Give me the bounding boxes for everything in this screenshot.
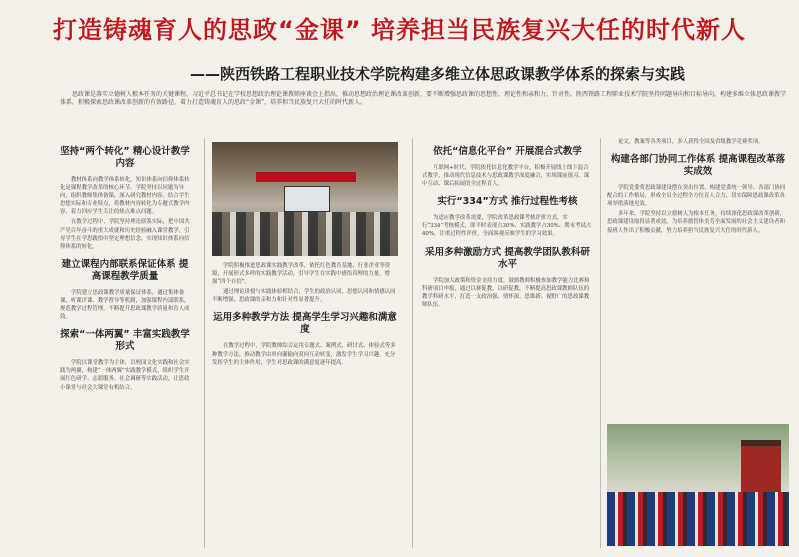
body-paragraph: 学院以课堂教学为主体，以校园文化实践和社会实践为两翼，构建“一体两翼”实践教学模式，组织学生开展红色研学、志愿服务、社会调研等实践活动，让思政小课堂与社会大课堂有机结合。	[60, 360, 190, 391]
section-heading: 构建各部门协同工作体系 提高课程改革落实成效	[610, 154, 786, 178]
body-paragraph: 学院积极推进思政课实践教学改革，依托红色教育基地、行业企业等资源，开展形式多样的实践教学活动，引导学生在实践中感悟真理的力量，增强“四个自信”。	[212, 263, 391, 286]
column-divider	[600, 138, 601, 548]
section-heading: 探索“一体两翼” 丰富实践教学形式	[60, 329, 190, 353]
group-photo	[607, 424, 789, 546]
headline: 打造铸魂育人的思政“金课” 培养担当民族复兴大任的时代新人	[53, 16, 746, 44]
photo-screen	[284, 186, 330, 212]
section-heading: 采用多种激励方式 提高教学团队教科研水平	[425, 246, 590, 270]
section-heading: 实行“334”方式 推行过程性考核	[437, 196, 578, 208]
section-heading: 依托“信息化平台” 开展混合式教学	[433, 146, 582, 157]
column-3	[422, 138, 593, 311]
photo-audience	[212, 212, 398, 256]
photo-gate	[741, 440, 781, 496]
classroom-photo	[212, 142, 398, 256]
body-paragraph: 学院党委将思政课建设摆在突出位置，构建党委统一领导、各部门协同配合的工作格局，形成全员全过程全方位育人合力，切实保障思政课改革各项举措落地见效。	[607, 185, 786, 208]
body-paragraph: 教材体系向教学体系转化，知识体系向信仰体系转化是课程教学改革的核心环节。学院坚持以问题为导向，组织教师集体备课，深入研究教材内容，结合学生思想实际和专业特点，将教材内容转化为专题式教学内容，着力回应学生关注的热点难点问题。	[60, 177, 190, 216]
body-paragraph: 互联网+时代，学院依托信息化教学平台，积极开展线上线下混合式教学，推动现代信息技术与思政课教学深度融合，实现课前预习、课中互动、课后拓展的全过程育人。	[422, 165, 590, 188]
photo-people	[607, 492, 789, 546]
body-paragraph: 在教学过程中，学院教师综合运用专题式、案例式、研讨式、体验式等多种教学方法，推动教学由单向灌输向双向互动转变，激发学生学习兴趣，充分发挥学生的主体作用，学生对思政课的满意度逐年提高。	[212, 343, 396, 366]
column-4	[607, 138, 789, 237]
column-2	[212, 262, 398, 369]
column-divider	[204, 138, 205, 548]
section-heading: 运用多种教学方法 提高学生学习兴趣和满意度	[213, 312, 397, 336]
column-divider	[412, 138, 413, 548]
body-paragraph: 为适应教学改革需要，学院改革思政课考核评价方式，实行“334”考核模式，即平时表现占30%、实践教学占30%、期末考试占40%，注重过程性评价，全面客观反映学生的学习效果。	[422, 215, 592, 238]
section-heading: 建立课程内部联系保证体系 提高课程教学质量	[61, 258, 189, 282]
body-paragraph: 在教学过程中，学院坚持理论联系实际，把中国共产党百年奋斗的重大成就和历史经验融入课堂教学，引导学生在学思践悟中坚定理想信念，实现知识体系向信仰体系的转化。	[60, 219, 190, 250]
column-1	[60, 138, 190, 394]
photo-banner	[256, 172, 356, 182]
intro-paragraph: 思政课是落实立德树人根本任务的关键课程。习近平总书记在学校思想政治理论课教师座谈会上指出，推动思想政治理论课改革创新，要不断增强思政课的思想性、理论性和亲和力、针对性。陕西铁路工程职业技术学院坚持问题导向和目标导向，构建多维立体思政课教学体系，积极探索思政课改革创新的有效路径，着力打造铸魂育人的思政“金课”，培养担当民族复兴大任的时代新人。	[60, 91, 787, 107]
body-paragraph: 学院加大政策和资金支持力度，鼓励教师积极参加教学能力比赛和科研项目申报，通过以赛促教、以研促教，不断提高思政课教师队伍的教学科研水平，打造一支政治强、情怀深、思维新、视野广的思政课教师队伍。	[422, 277, 590, 308]
subheadline: ——陕西铁路工程职业技术学院构建多维立体思政课教学体系的探索与实践	[190, 65, 686, 83]
body-paragraph: 学院建立思政课教学质量保证体系，通过集体备课、听课评课、教学督导等机制，加强课程内部联系，规范教学过程管理，不断提升思政课教学质量和育人成效。	[60, 289, 190, 321]
body-paragraph: 通过理论讲授与实践体验相结合，学生的政治认同、思想认同和情感认同不断增强，思政课的亲和力和针对性显著提升。	[212, 289, 396, 304]
section-heading: 坚持“两个转化” 精心设计教学内容	[60, 146, 190, 169]
body-paragraph: 多年来，学院坚持以立德树人为根本任务，持续深化思政课改革创新，思政课建设取得显著成效，为培养德智体美劳全面发展的社会主义建设者和接班人作出了积极贡献，努力培养担当民族复兴大任的时代新人。	[607, 211, 786, 234]
body-paragraph: 论文，教案等各类项目，多人获得全国及省级教学竞赛奖项。	[618, 139, 764, 145]
